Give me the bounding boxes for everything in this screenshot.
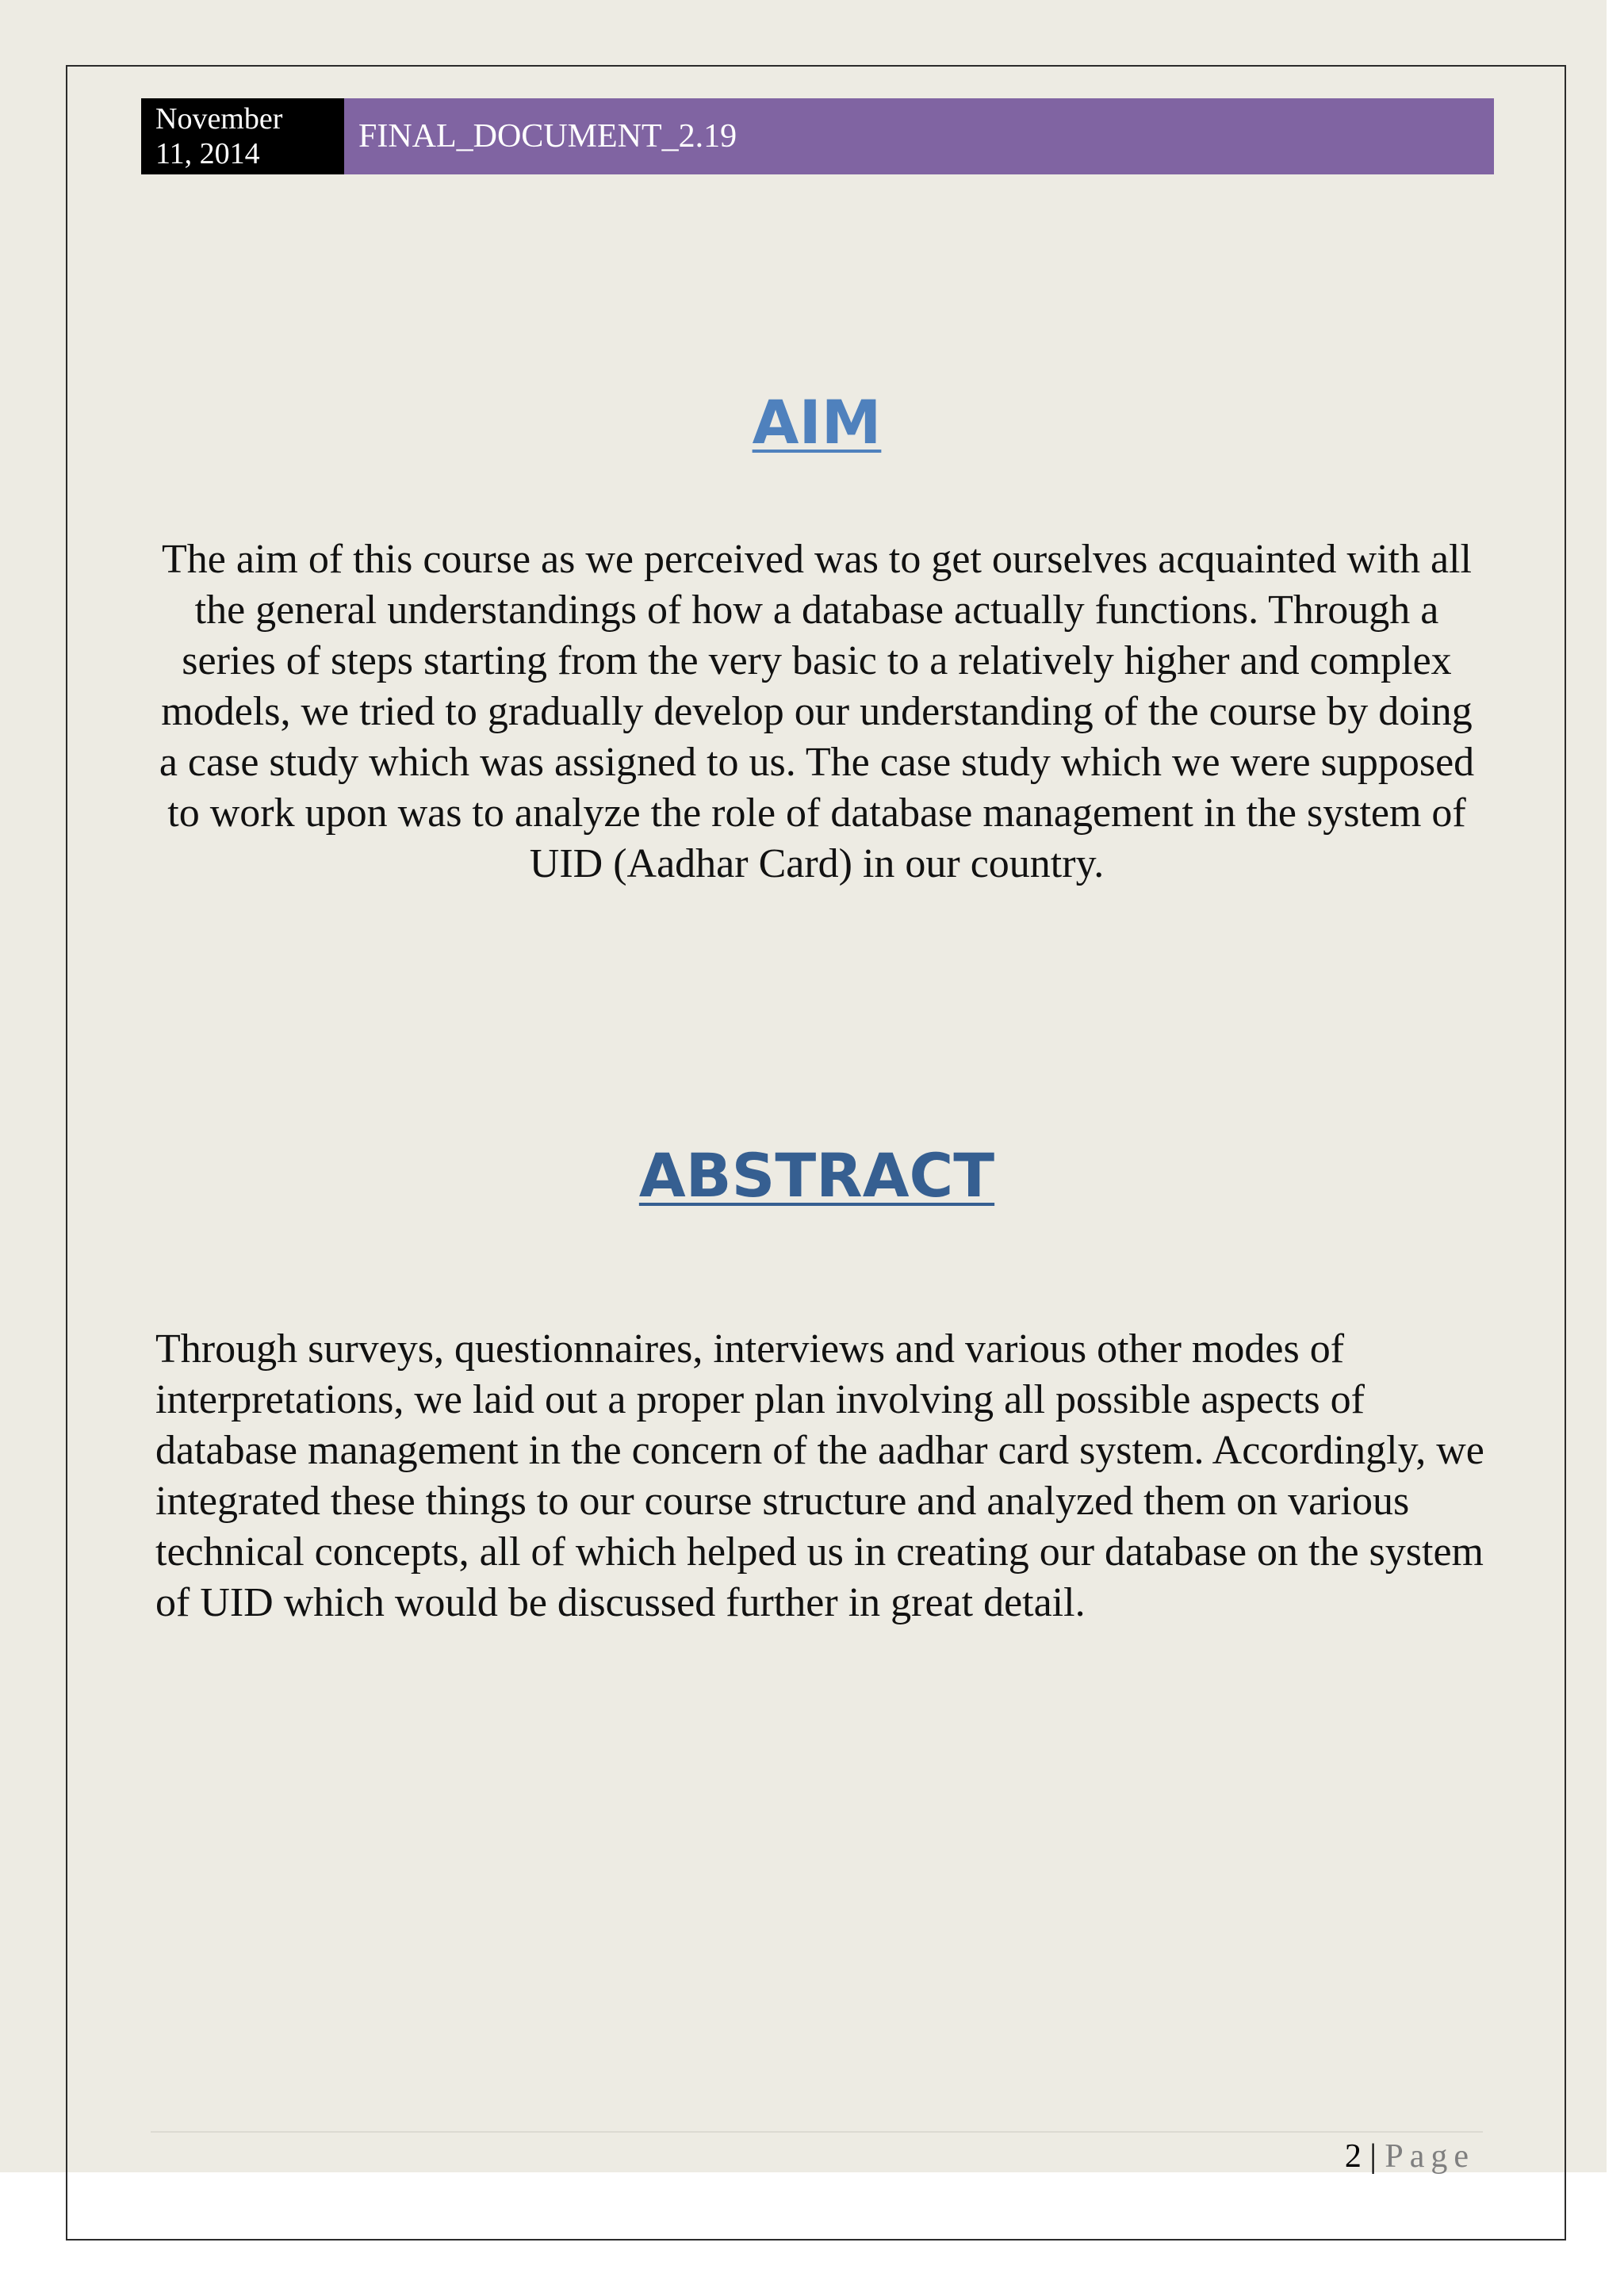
page-number: 2 — [1344, 2138, 1362, 2175]
aim-heading: AIM — [752, 387, 882, 457]
aim-paragraph: The aim of this course as we perceived was to get ourselves acquainted with all the general understandings of how a database actually functions. Through a series of steps starting from the very basic to a relatively higher and complex models, we tried to gradually develop our understanding of the course by doing a case study which was assigned to us. The case study which we were supposed to work upon was to analyze the role of database management in the system of UID (Aadhar Card) in our country. — [159, 537, 1475, 886]
page-separator: | — [1369, 2138, 1377, 2175]
header-document-title: FINAL_DOCUMENT_2.19 — [344, 98, 1494, 174]
header-date-line1: November — [155, 102, 283, 136]
header-date-line2: 11, 2014 — [155, 137, 260, 170]
page-label: Page — [1385, 2138, 1475, 2175]
header-date — [141, 98, 344, 174]
footer-page-number — [1031, 2134, 1475, 2179]
footer-divider — [151, 2131, 1483, 2133]
abstract-paragraph: Through surveys, questionnaires, interviews and various other modes of interpretations, we laid out a proper plan involving all possible aspects of database management in the concern of the aadhar card system. Accordingly, we integrated these things to our course structure and analyzed them on various technical concepts, all of which helped us in creating our database on the system of UID which would be discussed further in great detail. — [155, 1326, 1484, 1625]
abstract-heading: ABSTRACT — [638, 1140, 995, 1211]
